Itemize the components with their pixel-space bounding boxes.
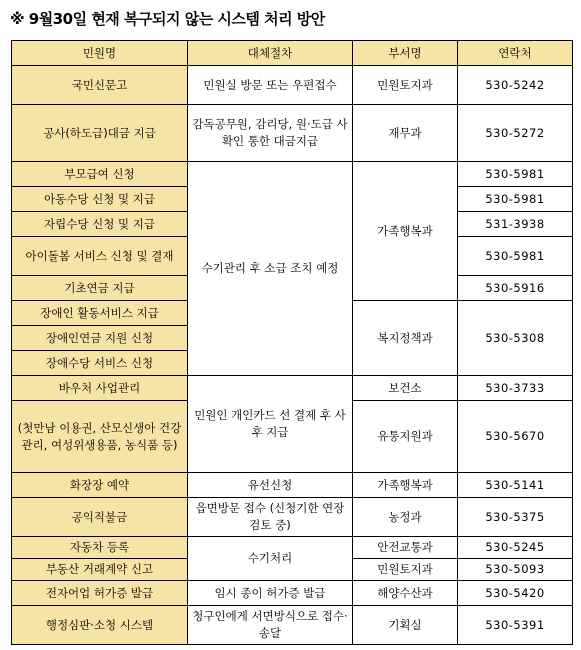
phone: 530-5420 [458, 581, 573, 606]
table-row [12, 498, 573, 537]
service-name: 전자어업 허가증 발급 [12, 581, 188, 606]
phone: 530-5308 [458, 301, 573, 376]
service-name: 장애수당 서비스 신청 [12, 351, 188, 376]
service-name: 화장장 예약 [12, 473, 188, 498]
service-name: 공사(하도급)대금 지급 [12, 105, 188, 162]
department: 가족행복과 [353, 473, 458, 498]
service-name: 행정심판·소청 시스템 [12, 606, 188, 645]
header-cell: 부서명 [353, 41, 458, 66]
service-name: 장애인 활동서비스 지급 [12, 301, 188, 326]
service-name: 공익직불금 [12, 498, 188, 537]
page-title: ※ 9월30일 현재 복구되지 않는 시스템 처리 방안 [10, 10, 325, 28]
service-name: 아이돌봄 서비스 신청 및 결재 [12, 237, 188, 276]
phone: 530-5375 [458, 498, 573, 537]
phone: 530-5272 [458, 105, 573, 162]
phone: 530-5981 [458, 237, 573, 276]
alt-procedure: 읍면방문 접수 (신청기한 연장 검토 중) [188, 498, 353, 537]
phone: 530-5141 [458, 473, 573, 498]
alt-procedure: 민원실 방문 또는 우편접수 [188, 66, 353, 105]
department: 유통지원과 [353, 401, 458, 473]
department: 안전교통과 [353, 537, 458, 559]
service-name: 아동수당 신청 및 지급 [12, 187, 188, 212]
table-row [12, 606, 573, 645]
phone: 530-5981 [458, 187, 573, 212]
department: 민원토지과 [353, 559, 458, 581]
phone: 530-5670 [458, 401, 573, 473]
service-name: 바우처 사업관리 [12, 376, 188, 401]
service-name: 장애인연금 지원 신청 [12, 326, 188, 351]
phone: 530-5093 [458, 559, 573, 581]
alt-procedure: 감독공무원, 감리당, 원·도급 사 확인 통한 대금지급 [188, 105, 353, 162]
phone: 531-3938 [458, 212, 573, 237]
phone: 530-5981 [458, 162, 573, 187]
service-name: 부모급여 신청 [12, 162, 188, 187]
phone: 530-5916 [458, 276, 573, 301]
header-cell: 연락처 [458, 41, 573, 66]
department: 보건소 [353, 376, 458, 401]
alt-procedure: 수기처리 [188, 537, 353, 581]
table-row [12, 376, 573, 401]
service-name: 부동산 거래계약 신고 [12, 559, 188, 581]
phone: 530-5391 [458, 606, 573, 645]
table-row [12, 162, 573, 187]
department: 가족행복과 [353, 162, 458, 301]
table-row [12, 537, 573, 559]
department: 농정과 [353, 498, 458, 537]
service-name: 자동차 등록 [12, 537, 188, 559]
table-row [12, 105, 573, 162]
service-name: 국민신문고 [12, 66, 188, 105]
department: 해양수산과 [353, 581, 458, 606]
table-row [12, 66, 573, 105]
system-recovery-table [11, 40, 573, 645]
service-name-detail: (첫만남 이용권, 산모신생아 건강관리, 여성위생용품, 농식품 등) [12, 401, 188, 473]
alt-procedure: 청구인에게 서면방식으로 접수·송달 [188, 606, 353, 645]
phone: 530-5242 [458, 66, 573, 105]
phone: 530-3733 [458, 376, 573, 401]
alt-procedure: 수기관리 후 소급 조치 예정 [188, 162, 353, 376]
department: 재무과 [353, 105, 458, 162]
department: 복지정책과 [353, 301, 458, 376]
alt-procedure: 임시 종이 허가증 발급 [188, 581, 353, 606]
table-row [12, 473, 573, 498]
header-cell: 대체절차 [188, 41, 353, 66]
header-row [12, 41, 573, 66]
header-cell: 민원명 [12, 41, 188, 66]
service-name: 기초연금 지급 [12, 276, 188, 301]
service-name: 자립수당 신청 및 지급 [12, 212, 188, 237]
alt-procedure: 유선신청 [188, 473, 353, 498]
alt-procedure: 민원인 개인카드 선 결제 후 사후 지급 [188, 376, 353, 473]
department: 기획실 [353, 606, 458, 645]
table-row [12, 581, 573, 606]
phone: 530-5245 [458, 537, 573, 559]
department: 민원토지과 [353, 66, 458, 105]
